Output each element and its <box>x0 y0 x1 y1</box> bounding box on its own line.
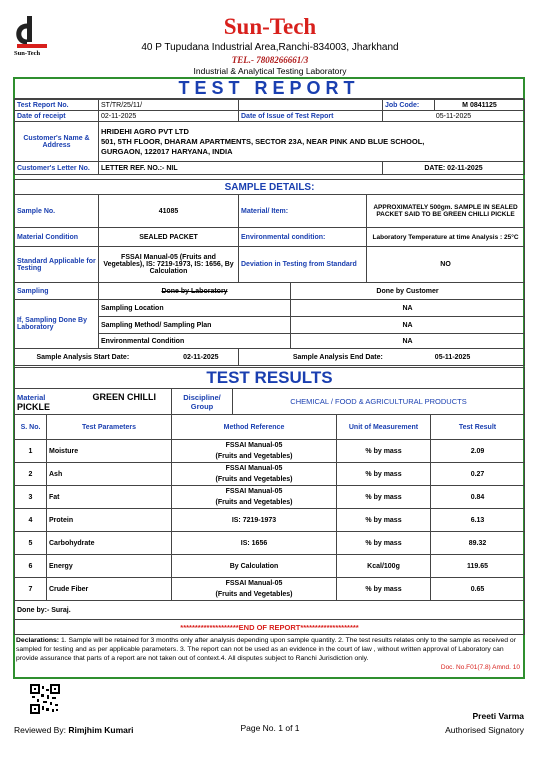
row-unit: % by mass <box>337 463 431 486</box>
sampling-location: NA <box>291 300 525 317</box>
row-unit: % by mass <box>337 509 431 532</box>
row-sno: 6 <box>15 555 47 578</box>
table-row <box>15 486 525 509</box>
material-label-text: Material <box>17 392 46 402</box>
row-parameter: Ash <box>47 463 172 486</box>
issue-date: 05-11-2025 <box>383 111 525 122</box>
method-line-2: (Fruits and Vegetables) <box>215 453 293 460</box>
row-result: 119.65 <box>431 555 525 578</box>
sampling-method-label: Sampling Method/ Sampling Plan <box>99 317 291 334</box>
row-result: 89.32 <box>431 532 525 555</box>
row-result: 2.09 <box>431 440 525 463</box>
declarations-text: 1. Sample will be retained for 3 months only after analysis depending upon sample quantity. 2. The test results relates only to the sample as received or sampled for testing and as per applicable parameters. 3. The report can not be used as an evidence in the court of law , without written approval of Laboratory can provide assurance that parts of a report are not taken out of context.4. All disputes subject to Ranchi Jurisdiction only. <box>16 637 516 662</box>
environmental-condition: NA <box>291 334 525 349</box>
row-method <box>172 440 337 463</box>
doc-number: Doc. No.F01(7.8) Amnd. 10 <box>440 664 520 671</box>
material-item-label: Material/ Item: <box>239 195 367 228</box>
table-row <box>15 578 525 601</box>
issue-label: Date of Issue of Test Report <box>239 111 383 122</box>
blank-cell <box>239 100 383 111</box>
material-name: GREEN CHILLI PICKLE <box>17 391 156 412</box>
row-method: By Calculation <box>172 555 337 578</box>
method-line-1: FSSAI Manual-05 <box>225 442 283 449</box>
deviation-value: NO <box>367 247 525 283</box>
letter-label: Customer's Letter No. <box>15 162 99 175</box>
row-method: IS: 1656 <box>172 532 337 555</box>
material-label <box>15 389 172 415</box>
results-header-row <box>15 415 525 440</box>
customer-line-3: GURGAON, 122017 HARYANA, INDIA <box>101 146 233 156</box>
discipline-cell <box>172 389 525 415</box>
analysis-end-date: 05-11-2025 <box>434 353 471 361</box>
analysis-start-date: 02-11-2025 <box>183 353 219 361</box>
col-sno: S. No. <box>15 415 47 440</box>
logo-text: Sun-Tech <box>14 50 41 57</box>
report-title: TEST REPORT <box>14 78 524 99</box>
row-result: 0.27 <box>431 463 525 486</box>
row-method <box>172 578 337 601</box>
row-method: IS: 7219-1973 <box>172 509 337 532</box>
row-result: 6.13 <box>431 509 525 532</box>
row-unit: Kcal/100g <box>337 555 431 578</box>
row-sno: 4 <box>15 509 47 532</box>
row-unit: % by mass <box>337 578 431 601</box>
row-sno: 7 <box>15 578 47 601</box>
row-sno: 2 <box>15 463 47 486</box>
customer-address <box>99 122 525 162</box>
standard-label: Standard Applicable for Testing <box>15 247 99 283</box>
receipt-label: Date of receipt <box>15 111 99 122</box>
letter-date: DATE: 02-11-2025 <box>383 162 525 175</box>
environment-condition: Laboratory Temperature at time Analysis : 25°C <box>367 228 525 247</box>
analysis-start-label: Sample Analysis Start Date: <box>36 353 130 361</box>
material-condition: SEALED PACKET <box>99 228 239 247</box>
sample-details-table <box>14 179 525 366</box>
customer-label: Customer's Name & Address <box>15 122 99 162</box>
method-line-2: (Fruits and Vegetables) <box>215 476 293 483</box>
row-method <box>172 463 337 486</box>
discipline-value: CHEMICAL / FOOD & AGRICULTURAL PRODUCTS <box>290 397 467 406</box>
declarations <box>16 636 522 663</box>
report-no: ST/TR/25/11/ <box>99 100 239 111</box>
row-unit: % by mass <box>337 440 431 463</box>
sample-no-label: Sample No. <box>15 195 99 228</box>
sampling-location-label: Sampling Location <box>99 300 291 317</box>
company-name: Sun-Tech <box>223 14 317 39</box>
row-parameter: Moisture <box>47 440 172 463</box>
row-parameter: Carbohydrate <box>47 532 172 555</box>
row-sno: 5 <box>15 532 47 555</box>
method-line-1: FSSAI Manual-05 <box>225 465 283 472</box>
qr-code <box>30 684 60 714</box>
reviewed-label: Reviewed By: <box>14 725 66 735</box>
col-unit: Unit of Measurement <box>337 415 431 440</box>
signatory-name: Preeti Varma <box>472 711 524 721</box>
sampling-method: NA <box>291 317 525 334</box>
company-address: 40 P Tupudana Industrial Area,Ranchi-834003, Jharkhand <box>141 42 399 53</box>
end-of-report: ********************END OF REPORT******************** <box>15 620 525 635</box>
discipline-label: Discipline/ Group <box>172 389 233 414</box>
customer-line-2: 501, 5TH FLOOR, DHARAM APARTMENTS, SECTOR 23A, NEAR PINK AND BLUE SCHOOL, <box>101 136 425 146</box>
row-parameter: Protein <box>47 509 172 532</box>
row-sno: 1 <box>15 440 47 463</box>
sampling-label: Sampling <box>15 283 99 300</box>
if-sampling-label: If, Sampling Done By Laboratory <box>15 300 99 349</box>
reviewed-name: Rimjhim Kumari <box>68 725 134 735</box>
report-no-label: Test Report No. <box>15 100 99 111</box>
col-parameters: Test Parameters <box>47 415 172 440</box>
material-item: APPROXIMATELY 500gm. SAMPLE IN SEALED PACKET SAID TO BE GREEN CHILLI PICKLE <box>367 195 525 228</box>
row-parameter: Fat <box>47 486 172 509</box>
sampling-by-customer: Done by Customer <box>291 283 525 300</box>
report-info-table <box>14 99 525 175</box>
row-parameter: Crude Fiber <box>47 578 172 601</box>
method-line-1: FSSAI Manual-05 <box>225 580 283 587</box>
table-row <box>15 463 525 486</box>
col-method: Method Reference <box>172 415 337 440</box>
analysis-start <box>15 349 239 366</box>
sampling-by-lab: Done by Laboratory <box>99 283 291 300</box>
letter-ref: LETTER REF. NO.:- NIL <box>99 162 383 175</box>
environmental-condition-label: Environmental Condition <box>99 334 291 349</box>
analysis-end <box>239 349 525 366</box>
table-row <box>15 532 525 555</box>
receipt-date: 02-11-2025 <box>99 111 239 122</box>
method-line-2: (Fruits and Vegetables) <box>215 499 293 506</box>
row-method <box>172 486 337 509</box>
condition-label: Material Condition <box>15 228 99 247</box>
row-parameter: Energy <box>47 555 172 578</box>
test-results-heading: TEST RESULTS <box>15 368 525 389</box>
standard-applicable: FSSAI Manual-05 (Fruits and Vegetables), IS: 7219-1973, IS: 1656, By Calculation <box>99 247 239 283</box>
row-sno: 3 <box>15 486 47 509</box>
row-unit: % by mass <box>337 486 431 509</box>
job-code: M 0841125 <box>435 100 525 111</box>
analysis-end-label: Sample Analysis End Date: <box>292 353 383 361</box>
table-row <box>15 440 525 463</box>
page-number: Page No. 1 of 1 <box>240 723 300 733</box>
environment-label: Environmental condition: <box>239 228 367 247</box>
lab-subtitle: Industrial & Analytical Testing Laboratory <box>193 66 347 76</box>
job-code-label: Job Code: <box>383 100 435 111</box>
sample-no: 41085 <box>99 195 239 228</box>
customer-line-1: HRIDEHI AGRO PVT LTD <box>101 126 189 136</box>
table-row <box>15 509 525 532</box>
method-line-1: FSSAI Manual-05 <box>225 488 283 495</box>
row-result: 0.84 <box>431 486 525 509</box>
declarations-label: Declarations: <box>16 637 60 644</box>
table-row <box>15 555 525 578</box>
sample-details-heading: SAMPLE DETAILS: <box>15 180 525 195</box>
deviation-label: Deviation in Testing from Standard <box>239 247 367 283</box>
company-telephone: TEL.- 7808266661/3 <box>231 55 309 65</box>
row-result: 0.65 <box>431 578 525 601</box>
signatory-title: Authorised Signatory <box>445 725 524 735</box>
method-line-2: (Fruits and Vegetables) <box>215 591 293 598</box>
done-by: Done by:- Suraj. <box>15 601 525 620</box>
test-results-table <box>14 367 525 635</box>
row-unit: % by mass <box>337 532 431 555</box>
col-result: Test Result <box>431 415 525 440</box>
